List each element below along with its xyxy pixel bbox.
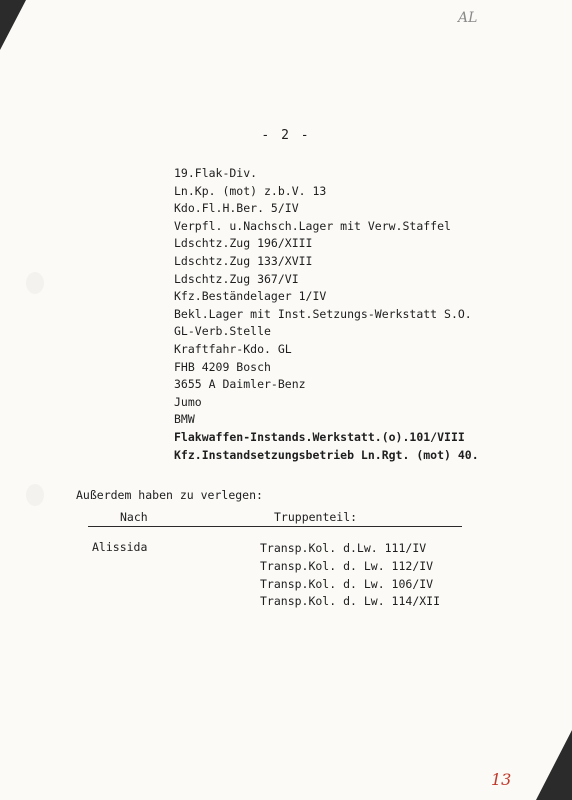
list-item: Ln.Kp. (mot) z.b.V. 13 <box>174 183 327 198</box>
list-item: Kdo.Fl.H.Ber. 5/IV <box>174 201 299 216</box>
corner-shadow-top-left <box>0 0 26 50</box>
relocation-intro: Außerdem haben zu verlegen: <box>76 488 263 502</box>
list-item: Jumo <box>174 394 202 409</box>
units-list <box>174 165 479 464</box>
handwritten-sheet-number: 13 <box>491 770 512 789</box>
list-item: Transp.Kol. d. Lw. 112/IV <box>260 558 434 573</box>
destination-location: Alissida <box>92 540 148 554</box>
list-item: Transp.Kol. d. Lw. 114/XII <box>260 594 441 609</box>
list-item: FHB 4209 Bosch <box>174 359 271 374</box>
list-item: Kfz.Beständelager 1/IV <box>174 289 327 304</box>
list-item: Transp.Kol. d.Lw. 111/IV <box>260 541 427 555</box>
list-item: 19.Flak-Div. <box>174 166 258 180</box>
transport-units-list <box>260 540 440 611</box>
list-item: Ldschtz.Zug 196/XIII <box>174 236 313 251</box>
column-header-truppenteil: Truppenteil: <box>274 510 358 524</box>
list-item: Ldschtz.Zug 133/XVII <box>174 253 313 268</box>
page-number: - 2 - <box>261 128 311 143</box>
pencil-annotation: AL <box>458 10 478 26</box>
table-rule <box>88 526 462 527</box>
list-item: Bekl.Lager mit Inst.Setzungs-Werkstatt S.O. <box>174 306 472 321</box>
corner-shadow-bottom-right <box>536 730 572 800</box>
list-item: Kraftfahr-Kdo. GL <box>174 341 292 356</box>
punch-hole <box>26 272 44 294</box>
list-item: Kfz.Instandsetzungsbetrieb Ln.Rgt. (mot) 40. <box>174 447 479 462</box>
list-item: GL-Verb.Stelle <box>174 324 271 339</box>
list-item: Ldschtz.Zug 367/VI <box>174 271 299 286</box>
column-header-nach: Nach <box>120 510 148 524</box>
list-item: Verpfl. u.Nachsch.Lager mit Verw.Staffel <box>174 218 451 233</box>
list-item: Flakwaffen-Instands.Werkstatt.(o).101/VIII <box>174 429 465 444</box>
punch-hole <box>26 484 44 506</box>
list-item: BMW <box>174 412 195 427</box>
list-item: 3655 A Daimler-Benz <box>174 377 306 392</box>
list-item: Transp.Kol. d. Lw. 106/IV <box>260 576 434 591</box>
